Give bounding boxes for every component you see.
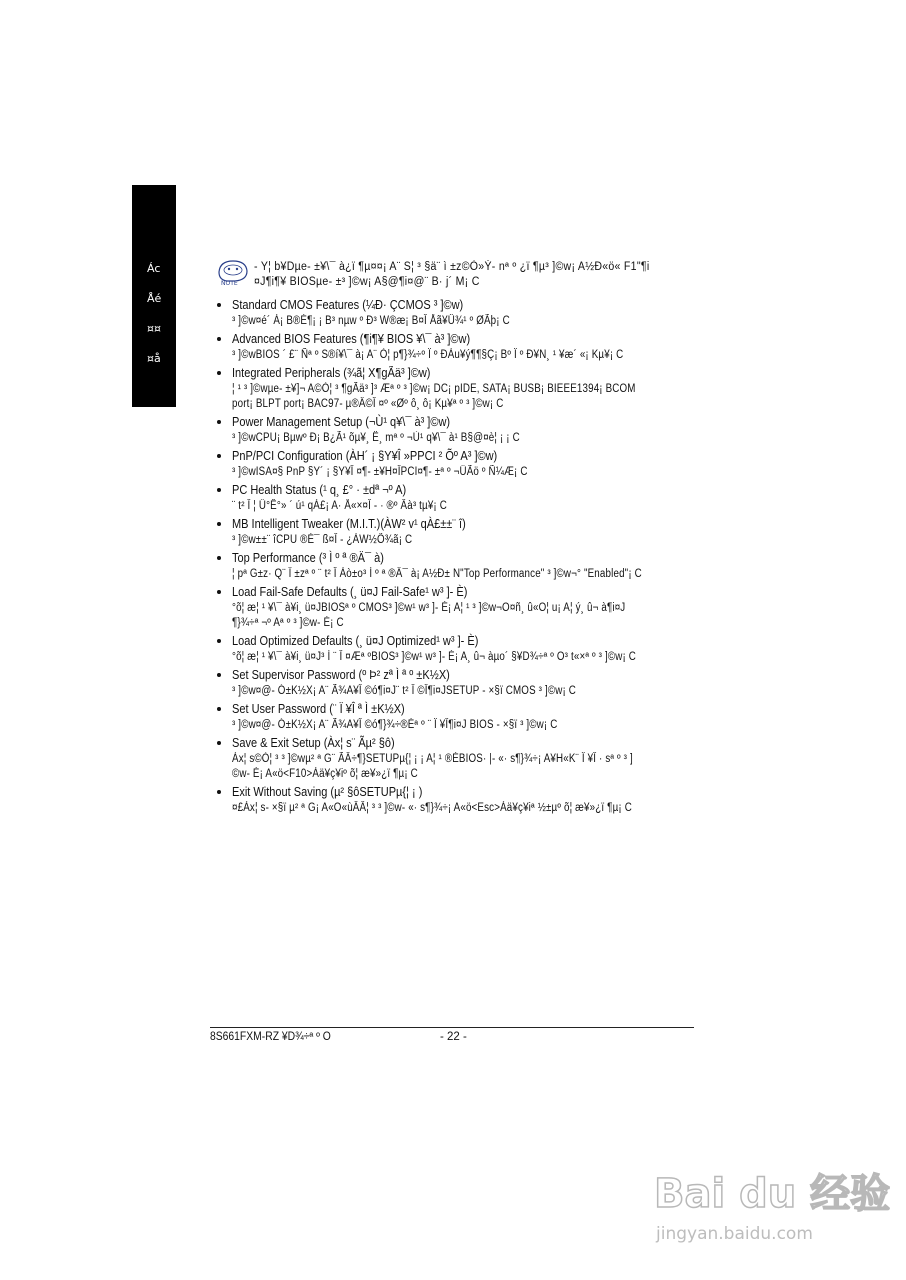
menu-item-title: Load Optimized Defaults (¸ ü¤J Optimized¹ w³ ]- È) bbox=[232, 634, 479, 648]
menu-item bbox=[217, 633, 697, 665]
side-tab-char: Åé bbox=[147, 292, 162, 305]
note-line: ¤J¶i¶¥ BIOSµe- ±³ ]©w¡ A§@¶i¤@¨ B· j´ M¡ C bbox=[254, 275, 480, 288]
menu-item-description: Àx¦ s©Ò¦ ³ ³ ]©wµ² ª G¨ ÃÂ÷¶}SETUPµ{¦ ¡ ¡ A¦ ¹ ®ÉBIOS· |- «· s¶}¾÷¡ A¥H«K¨ Ï ¥Î · sª º ³ ] bbox=[232, 753, 633, 765]
bullet-icon bbox=[217, 673, 221, 677]
menu-item-description: ³ ]©w¤@- Ó±K½X¡ A¨ Ã¾A¥Î ©ó¶}¾÷®Éª º ¨ Ï ¥Î¶i¤J BIOS - ×§ï ³ ]©w¡ C bbox=[232, 719, 558, 731]
menu-item-description: ¤£Àx¦ s- ×§ï µ² ª G¡ A«O«ùÂÂ¦ ³ ³ ]©w- «· s¶}¾÷¡ A«ö<Esc>Àä¥ç¥iª ½±µº õ¦ æ¥»¿ï ¶µ¡ C bbox=[232, 802, 632, 814]
menu-item bbox=[217, 550, 697, 582]
menu-item-description: ³ ]©wCPU¡ Bµwº Ð¡ B¿Ã¹ õµ¥¸ Ë¸ mª º ¬Ù¹ q¥\¯ à¹ B§@¤è¦ ¡ ¡ C bbox=[232, 432, 520, 444]
menu-item-description: °õ¦ æ¦ ¹ ¥\¯ à¥i¸ ü¤J³ Ì ¨ Î ¤Æª ºBIOS³ ]©w¹ w³ ]- È¡ A¸ û¬ àµo´ §¥D¾÷ª º O³ t«×ª º ³ ]©w¡ C bbox=[232, 651, 637, 663]
menu-item-description: ³ ]©wISA¤§ PnP §Y´ ¡ §Y¥Î ¤¶- ±¥H¤ÎPCI¤¶- ±ª º ¬ÛÃö º Ñ¼Æ¡ C bbox=[232, 466, 528, 478]
bullet-icon bbox=[217, 639, 221, 643]
svg-text:NOTE: NOTE bbox=[221, 280, 238, 286]
menu-item-description: ³ ]©w¤é´ Á¡ B®É¶¡ ¡ B³ nµw º Ð³ W®æ¡ B¤Î Åã¥Ü¾¹ º ØÃþ¡ C bbox=[232, 315, 510, 327]
side-tab-char: Ác bbox=[147, 262, 161, 275]
watermark-logo: Bai du 经验 bbox=[654, 1171, 891, 1217]
menu-item-title: PC Health Status (¹ q¸ £° · ±dª ¬º A) bbox=[232, 483, 407, 497]
watermark-url: jingyan.baidu.com bbox=[656, 1224, 813, 1244]
menu-item-description: ³ ]©w±±¨ îCPU ®É¯ ß¤Î - ¿ÀW½Õ¾ã¡ C bbox=[232, 534, 413, 546]
menu-item bbox=[217, 482, 697, 514]
menu-item bbox=[217, 516, 697, 548]
side-tab-char: ¤å bbox=[147, 352, 161, 365]
bullet-icon bbox=[217, 454, 221, 458]
bullet-icon bbox=[217, 522, 221, 526]
bullet-icon bbox=[217, 337, 221, 341]
menu-item-title: PnP/PCI Configuration (ÀH´ ¡ §Y¥Î »PPCI ² Õº A³ ]©w) bbox=[232, 449, 498, 463]
menu-item-title: Set User Password (¨ Ï ¥Î ª Ì ±K½X) bbox=[232, 702, 405, 716]
menu-item-title: Load Fail-Safe Defaults (¸ ü¤J Fail-Safe¹ w³ ]- È) bbox=[232, 585, 468, 599]
menu-item-list bbox=[217, 297, 697, 818]
menu-item-title: MB Intelligent Tweaker (M.I.T.)(ÀW² v¹ qÀ£±±¨ î) bbox=[232, 517, 466, 531]
menu-item bbox=[217, 584, 697, 631]
bullet-icon bbox=[217, 420, 221, 424]
menu-item bbox=[217, 297, 697, 329]
menu-item-title: Advanced BIOS Features (¶i¶¥ BIOS ¥\¯ à³ ]©w) bbox=[232, 332, 471, 346]
menu-item-description: ©w- È¡ A«ö<F10>Àä¥ç¥iº õ¦ æ¥»¿ï ¶µ¡ C bbox=[232, 768, 418, 780]
menu-item-title: Power Management Setup (¬Ù¹ q¥\¯ à³ ]©w) bbox=[232, 415, 451, 429]
menu-item-description: ¦ pª G±z· Q¨ Ï ±zª º ¨ t² Î Àò±o³ Ì º ª ®Ä¯ à¡ A½Ð± N"Top Performance" ³ ]©w¬° "Enabled"¡ C bbox=[232, 568, 642, 580]
bullet-icon bbox=[217, 790, 221, 794]
menu-item bbox=[217, 784, 697, 816]
bullet-icon bbox=[217, 707, 221, 711]
menu-item-description: port¡ BLPT port¡ BAC97- µ®Ä©Î ¤º «Øº ô¸ ô¡ Kµ¥ª º ³ ]©w¡ C bbox=[232, 398, 504, 410]
bullet-icon bbox=[217, 741, 221, 745]
menu-item-title: Save & Exit Setup (Àx¦ s¨ Ãµ² §ô) bbox=[232, 736, 395, 750]
menu-item bbox=[217, 331, 697, 363]
menu-item bbox=[217, 667, 697, 699]
menu-item-description: °õ¦ æ¦ ¹ ¥\¯ à¥i¸ ü¤JBIOSª º CMOS³ ]©w¹ w³ ]- È¡ A¦ ¹ ³ ]©w¬O¤ñ¸ û«O¦ u¡ A¦ ý¸ û¬ à¶i¤J bbox=[232, 602, 626, 614]
menu-item bbox=[217, 365, 697, 412]
menu-item-title: Integrated Peripherals (¾ã¦ X¶gÃä³ ]©w) bbox=[232, 366, 431, 380]
menu-item-description: ¶}¾÷ª ¬º Aª º ³ ]©w- È¡ C bbox=[232, 617, 344, 629]
footer-divider bbox=[210, 1027, 694, 1028]
side-tab-char: ¤¤ bbox=[147, 322, 161, 335]
note-text bbox=[254, 260, 674, 289]
menu-item bbox=[217, 701, 697, 733]
bullet-icon bbox=[217, 371, 221, 375]
chapter-side-tab bbox=[132, 185, 176, 407]
menu-item-title: Top Performance (³ Ì º ª ®Ä¯ à) bbox=[232, 551, 384, 565]
baidu-watermark bbox=[640, 1160, 890, 1270]
menu-item-description: ¨ t² Î ¦ Û°Ê°» ´ ú¹ qÀ£¡ A· Å«×¤Î - · ®º Âà³ tµ¥¡ C bbox=[232, 500, 447, 512]
note-icon bbox=[215, 256, 251, 286]
menu-item bbox=[217, 448, 697, 480]
menu-item-description: ³ ]©w¤@- Ó±K½X¡ A¨ Ã¾A¥Î ©ó¶i¤J¨ t² Î ©Î¶i¤JSETUP - ×§ï CMOS ³ ]©w¡ C bbox=[232, 685, 576, 697]
footer-manual-title: 8S661FXM-RZ ¥D¾÷ª º O bbox=[210, 1031, 331, 1043]
menu-item-title: Standard CMOS Features (¼Ð· ÇCMOS ³ ]©w) bbox=[232, 298, 464, 312]
note-line: - Y¦ b¥Dµe- ±¥\¯ à¿ï ¶µ¤¤¡ A¨ S¦ ³ §ä¨ ì ±z©Ò»Ý- nª º ¿ï ¶µ³ ]©w¡ A½Ð«ö« F1"¶i bbox=[254, 261, 650, 273]
menu-item-description: ¦ ¹ ³ ]©wµe- ±¥]¬ A©Ò¦ ³ ¶gÃä³ ]³ Æª º ³ ]©w¡ DC¡ pIDE, SATA¡ BUSB¡ BIEEE1394¡ BCOM bbox=[232, 383, 636, 395]
menu-item-title: Set Supervisor Password (º Þ² zª Ì ª º ±K½X) bbox=[232, 668, 450, 682]
menu-item bbox=[217, 414, 697, 446]
page-number: - 22 - bbox=[440, 1031, 467, 1043]
bullet-icon bbox=[217, 556, 221, 560]
menu-item bbox=[217, 735, 697, 782]
bullet-icon bbox=[217, 590, 221, 594]
menu-item-description: ³ ]©wBIOS ´ £¨ Ñª º S®í¥\¯ à¡ A¨ Ò¦ p¶}¾÷º Ï º ÐÀu¥ý¶¶§Ç¡ Bº Ï º Ð¥N¸ ¹ ¥æ´ «¡ Kµ¥¡ C bbox=[232, 349, 624, 361]
bullet-icon bbox=[217, 488, 221, 492]
menu-item-title: Exit Without Saving (µ² §ôSETUPµ{¦ ¡ ) bbox=[232, 785, 423, 799]
bullet-icon bbox=[217, 303, 221, 307]
